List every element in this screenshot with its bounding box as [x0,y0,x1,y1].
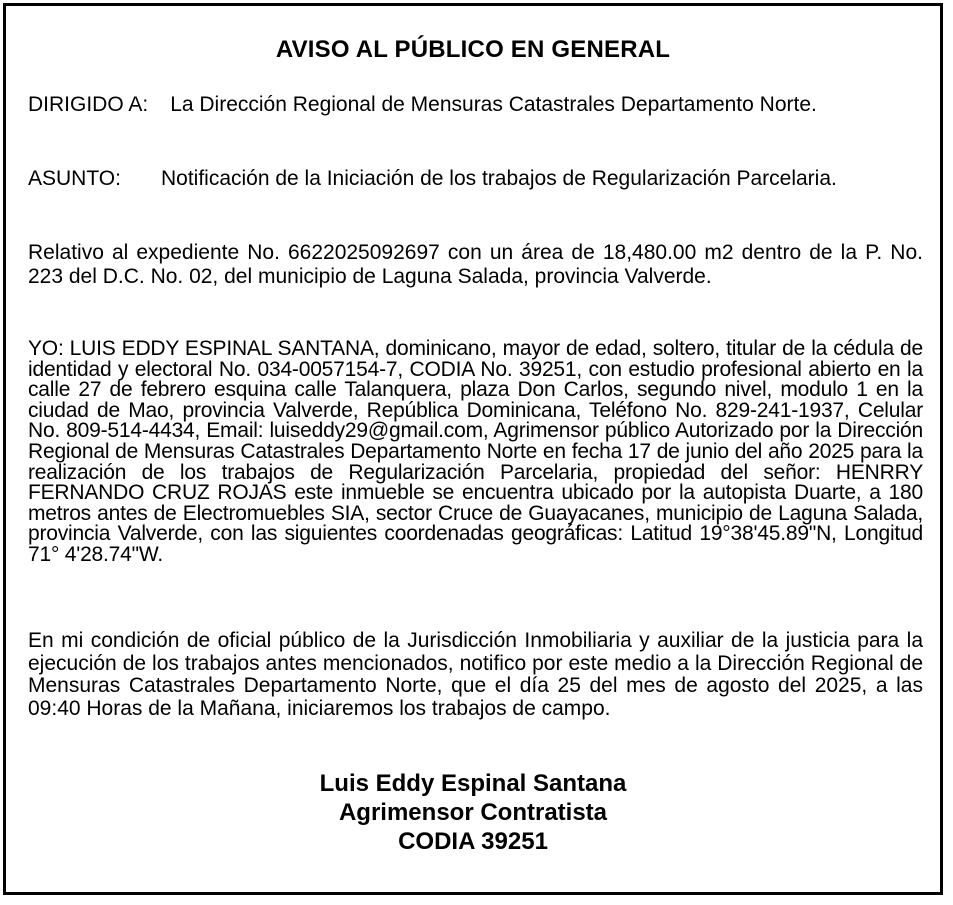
signer-codia: CODIA 39251 [398,828,548,855]
notification-paragraph: En mi condición de oficial público de la Jurisdicción Inmobiliaria y auxiliar de la justicia para la ejecución de los trabajos antes mencionados, notifico por este medio a la Dirección Regional de Mensuras Catastrales Departamento Norte, que el día 25 del mes de agosto del 2025, a las 09:40 Horas de la Mañana, iniciaremos los trabajos de campo. [28,629,923,720]
signer-role: Agrimensor Contratista [338,799,608,826]
declaration-paragraph: YO: LUIS EDDY ESPINAL SANTANA, dominicano, mayor de edad, soltero, titular de la cédula de identidad y electoral No. 034-0057154-7, CODIA No. 39251, con estudio profesional abierto en la calle 27 de febrero esquina calle Talanquera, plaza Don Carlos, segundo nivel, modulo 1 en la ciudad de Mao, provincia Valverde, República Dominicana, Teléfono No. 829-241-1937, Celular No. 809-514-4434, Email: luiseddy29@gmail.com, Agrimensor público Autorizado por la Dirección Regional de Mensuras Catastrales Departamento Norte en fecha 17 de junio del año 2025 para la realización de los trabajos de Regularización Parcelaria, propiedad del señor: HENRRY FERNANDO CRUZ ROJAS este inmueble se encuentra ubicado por la autopista Duarte, a 180 metros antes de Electromuebles SIA, sector Cruce de Guayacanes, municipio de Laguna Salada, provincia Valverde, con las siguientes coordenadas geográficas: Latitud 19°38'45.89"N, Longitud 71° 4'28.74"W. [28,337,923,566]
public-notice [3,3,943,895]
addressee-paragraph [28,93,923,117]
signature-block [6,769,940,856]
file-reference-paragraph: Relativo al expediente No. 6622025092697 con un área de 18,480.00 m2 dentro de la P. No. 223 del D.C. No. 02, del municipio de Laguna Salada, provincia Valverde. [28,241,923,288]
subject-label: ASUNTO: [28,167,121,190]
notice-title: AVISO AL PÚBLICO EN GENERAL [275,36,671,63]
subject-text: Notificación de la Iniciación de los trabajos de Regularización Parcelaria. [160,167,837,190]
signer-name: Luis Eddy Espinal Santana [319,770,627,797]
addressee-text: La Dirección Regional de Mensuras Catastrales Departamento Norte. [170,93,817,116]
subject-paragraph [28,167,923,191]
addressee-label: DIRIGIDO A: [28,93,149,116]
